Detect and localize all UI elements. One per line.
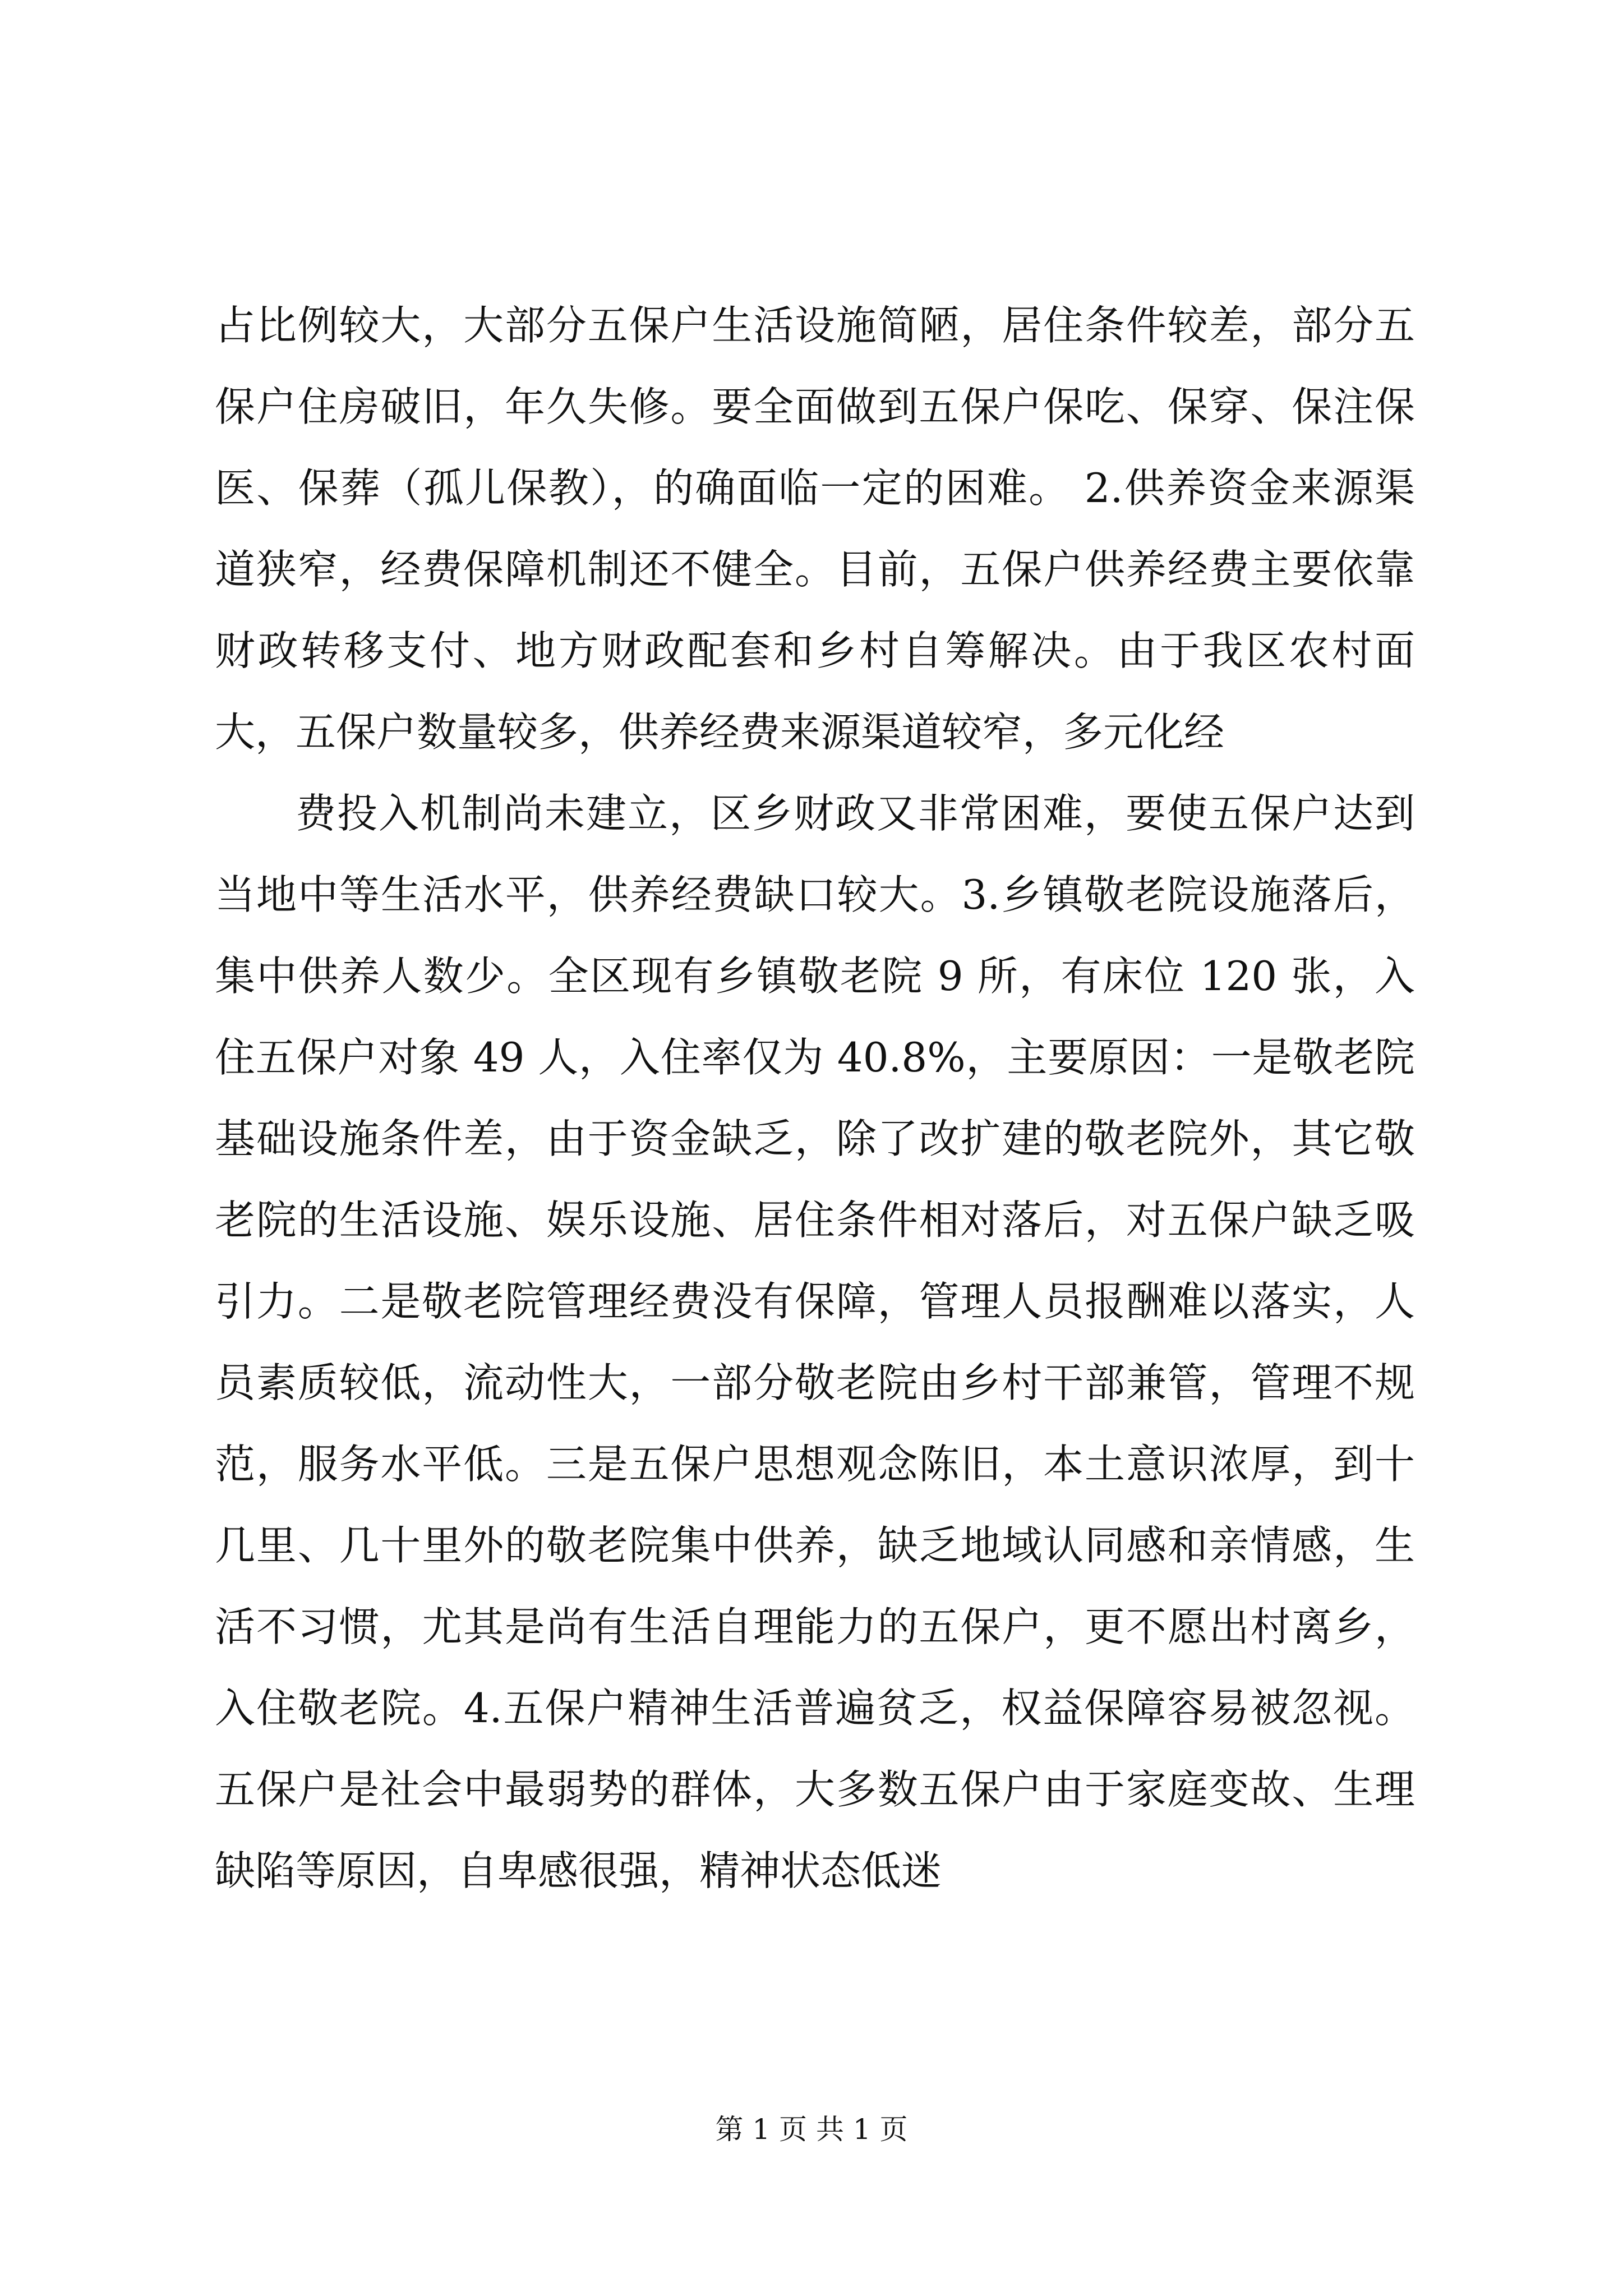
document-body bbox=[215, 285, 1415, 1912]
paragraph-2: 费投入机制尚未建立，区乡财政又非常困难，要使五保户达到当地中等生活水平，供养经费缺口较大。3.乡镇敬老院设施落后，集中供养人数少。全区现有乡镇敬老院 9 所，有床位 120 张，入住五保户对象 49 人，入住率仅为 40.8%，主要原因：一是敬老院基础设施条件差，由于资金缺乏，除了改扩建的敬老院外，其它敬老院的生活设施、娱乐设施、居住条件相对落后，对五保户缺乏吸引力。二是敬老院管理经费没有保障，管理人员报酬难以落实，人员素质较低，流动性大，一部分敬老院由乡村干部兼管，管理不规范，服务水平低。三是五保户思想观念陈旧，本土意识浓厚，到十几里、几十里外的敬老院集中供养，缺乏地域认同感和亲情感，生活不习惯，尤其是尚有生活自理能力的五保户，更不愿出村离乡，入住敬老院。4.五保户精神生活普遍贫乏，权益保障容易被忽视。五保户是社会中最弱势的群体，大多数五保户由于家庭变故、生理缺陷等原因，自卑感很强，精神状态低迷 bbox=[215, 790, 1415, 1894]
page-footer: 第 1 页 共 1 页 bbox=[715, 2113, 908, 2146]
paragraph-1: 占比例较大，大部分五保户生活设施简陋，居住条件较差，部分五保户住房破旧，年久失修。要全面做到五保户保吃、保穿、保注保医、保葬（孤儿保教），的确面临一定的困难。 2.供养资金来源渠道狭窄，经费保障机制还不健全。目前，五保户供养经费主要依靠财政转移支付、地方财政配套和乡村自筹解决。由于我区农村面大，五保户数量较多，供养经费来源渠道较窄，多元化经 bbox=[215, 302, 1415, 756]
